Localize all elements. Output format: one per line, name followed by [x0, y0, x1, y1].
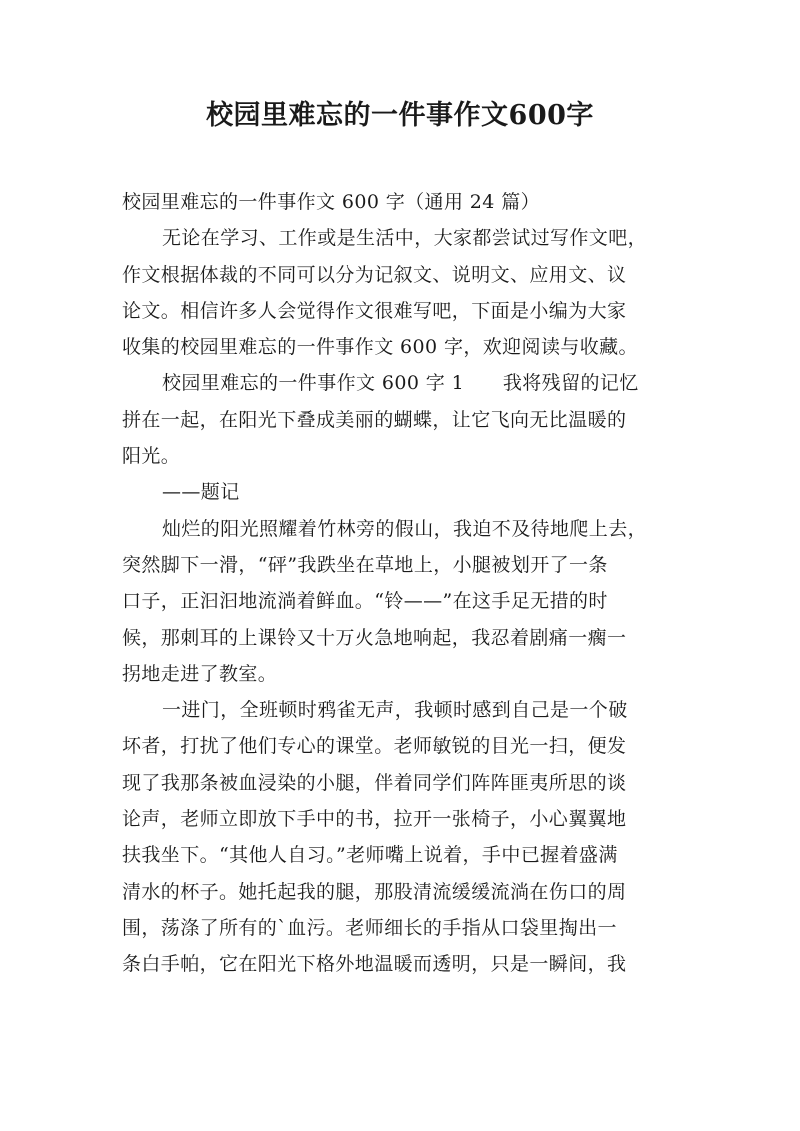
- paragraph-line: 灿烂的阳光照耀着竹林旁的假山，我迫不及待地爬上去，: [162, 517, 648, 540]
- subtitle-line: 校园里难忘的一件事作文 600 字（通用 24 篇）: [122, 191, 541, 213]
- paragraph-line: 现了我那条被血浸染的小腿，伴着同学们阵阵匪夷所思的谈: [122, 771, 627, 794]
- paragraph-line: 扶我坐下。“其他人自习。”老师嘴上说着，手中已握着盛满: [122, 844, 618, 867]
- paragraph-line: 一进门，全班顿时鸦雀无声，我顿时感到自己是一个破: [162, 699, 628, 722]
- paragraph-line: 条白手帕，它在阳光下格外地温暖而透明，只是一瞬间，我: [122, 953, 627, 976]
- paragraph-line: 论文。相信许多人会觉得作文很难写吧，下面是小编为大家: [122, 299, 627, 322]
- paragraph-line: 无论在学习、工作或是生活中，大家都尝试过写作文吧，: [162, 227, 648, 250]
- paragraph-line: 清水的杯子。她托起我的腿，那股清流缓缓流淌在伤口的周: [122, 880, 627, 903]
- document-body: [122, 184, 682, 983]
- paragraph-line: 拼在一起，在阳光下叠成美丽的蝴蝶，让它飞向无比温暖的: [122, 408, 627, 431]
- paragraph-line: 阳光。: [122, 445, 181, 468]
- paragraph-line: 论声，老师立即放下手中的书，拉开一张椅子，小心翼翼地: [122, 808, 627, 831]
- paragraph-line: 拐地走进了教室。: [122, 662, 278, 685]
- paragraph-line: 坏者，打扰了他们专心的课堂。老师敏锐的目光一扫，便发: [122, 735, 627, 758]
- paragraph-line: 突然脚下一滑，“砰”我跌坐在草地上，小腿被划开了一条: [122, 553, 608, 576]
- epigraph-line: ——题记: [162, 481, 240, 504]
- paragraph-line: 围，荡涤了所有的`血污。老师细长的手指从口袋里掏出一: [122, 916, 617, 939]
- paragraph-line: 收集的校园里难忘的一件事作文 600 字，欢迎阅读与收藏。: [122, 336, 638, 359]
- paragraph-line: 候，那刺耳的上课铃又十万火急地响起，我忍着剧痛一瘸一: [122, 626, 627, 649]
- paragraph-line: 校园里难忘的一件事作文 600 字 1 我将残留的记忆: [162, 372, 639, 395]
- document-title: 校园里难忘的一件事作文600字: [206, 100, 594, 131]
- paragraph-line: 口子，正汩汩地流淌着鲜血。“铃——”在这手足无措的时: [122, 590, 608, 613]
- paragraph-line: 作文根据体裁的不同可以分为记叙文、说明文、应用文、议: [122, 263, 627, 286]
